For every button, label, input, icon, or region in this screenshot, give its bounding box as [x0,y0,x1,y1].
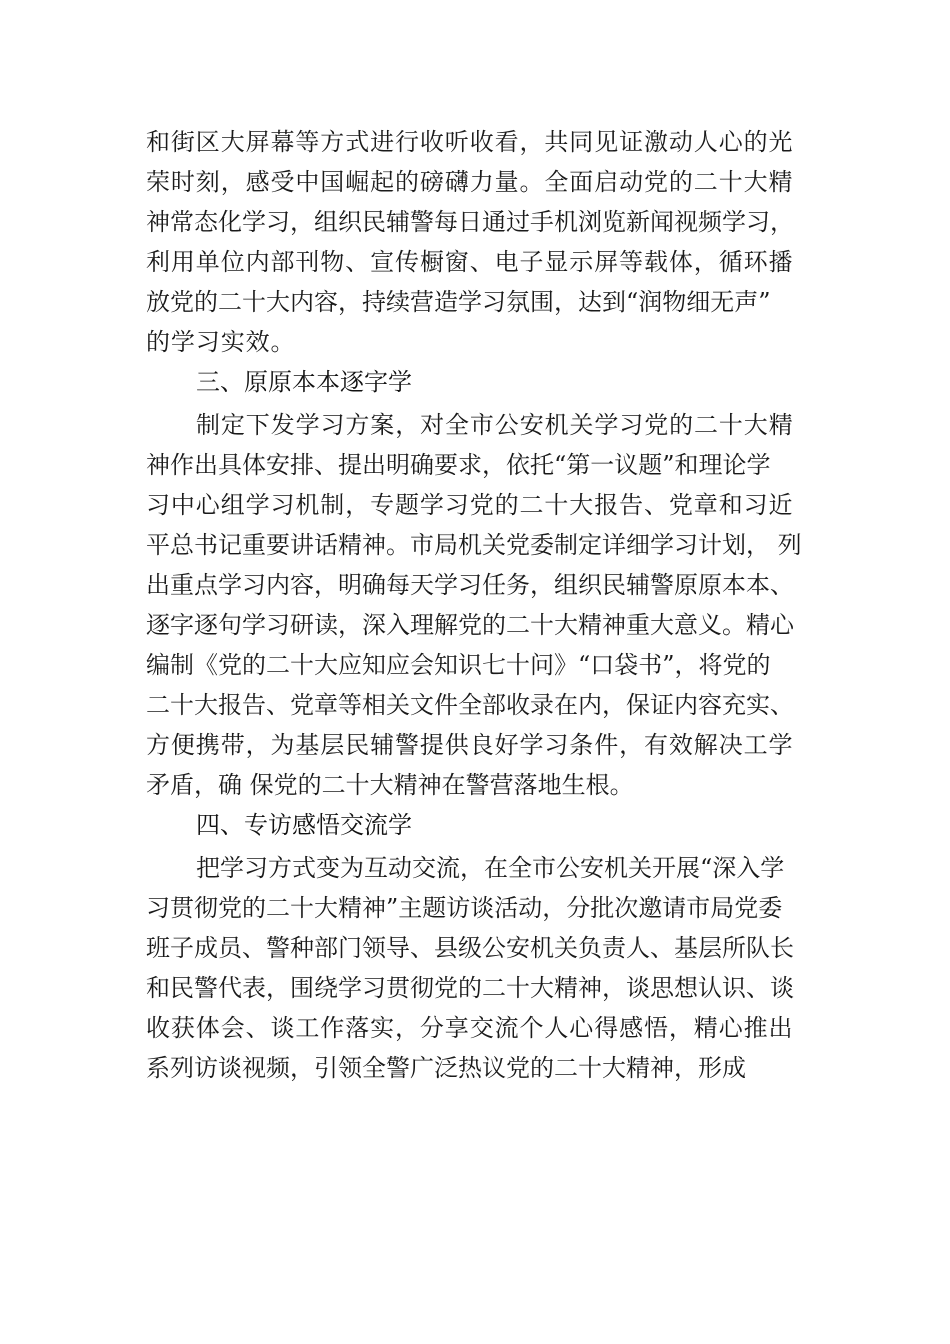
paragraph-line: 收获体会、谈工作落实，分享交流个人心得感悟，精心推出 [146,1014,794,1042]
paragraph-line: 习贯彻党的二十大精神”主题访谈活动，分批次邀请市局党委 [146,894,783,922]
paragraph-line: 习中心组学习机制，专题学习党的二十大报告、党章和习近 [146,491,794,519]
paragraph-line: 制定下发学习方案，对全市公安机关学习党的二十大精 [196,411,794,439]
paragraph-line: 方便携带，为基层民辅警提供良好学习条件，有效解决工学 [146,731,794,759]
paragraph-line: 平总书记重要讲话精神。市局机关党委制定详细学习计划， 列 [146,531,802,559]
paragraph-line: 班子成员、警种部门领导、县级公安机关负责人、基层所队长 [146,934,794,962]
paragraph-line: 逐字逐句学习研读，深入理解党的二十大精神重大意义。精心 [146,611,794,639]
paragraph-line: 利用单位内部刊物、宣传橱窗、电子显示屏等载体，循环播 [146,248,794,276]
paragraph-line: 荣时刻，感受中国崛起的磅礴力量。全面启动党的二十大精 [146,168,794,196]
paragraph-line: 把学习方式变为互动交流，在全市公安机关开展“深入学 [196,854,785,882]
paragraph-line: 和街区大屏幕等方式进行收听收看，共同见证激动人心的光 [146,128,794,156]
paragraph-line: 出重点学习内容，明确每天学习任务，组织民辅警原原本本、 [146,571,794,599]
section-heading-3: 三、原原本本逐字学 [196,368,412,396]
paragraph-line: 神常态化学习，组织民辅警每日通过手机浏览新闻视频学习， [146,208,794,236]
paragraph-line: 编制《党的二十大应知应会知识七十问》“口袋书”，将党的 [146,651,771,679]
paragraph-line: 和民警代表，围绕学习贯彻党的二十大精神，谈思想认识、谈 [146,974,794,1002]
paragraph-line: 神作出具体安排、提出明确要求，依托“第一议题”和理论学 [146,451,771,479]
section-heading-4: 四、专访感悟交流学 [196,811,412,839]
paragraph-line: 矛盾，确 保党的二十大精神在警营落地生根。 [146,771,634,799]
paragraph-line: 二十大报告、党章等相关文件全部收录在内，保证内容充实、 [146,691,794,719]
paragraph-line: 系列访谈视频，引领全警广泛热议党的二十大精神，形成 [146,1054,746,1082]
paragraph-line: 的学习实效。 [146,328,296,356]
paragraph-line: 放党的二十大内容，持续营造学习氛围，达到“润物细无声” [146,288,771,316]
